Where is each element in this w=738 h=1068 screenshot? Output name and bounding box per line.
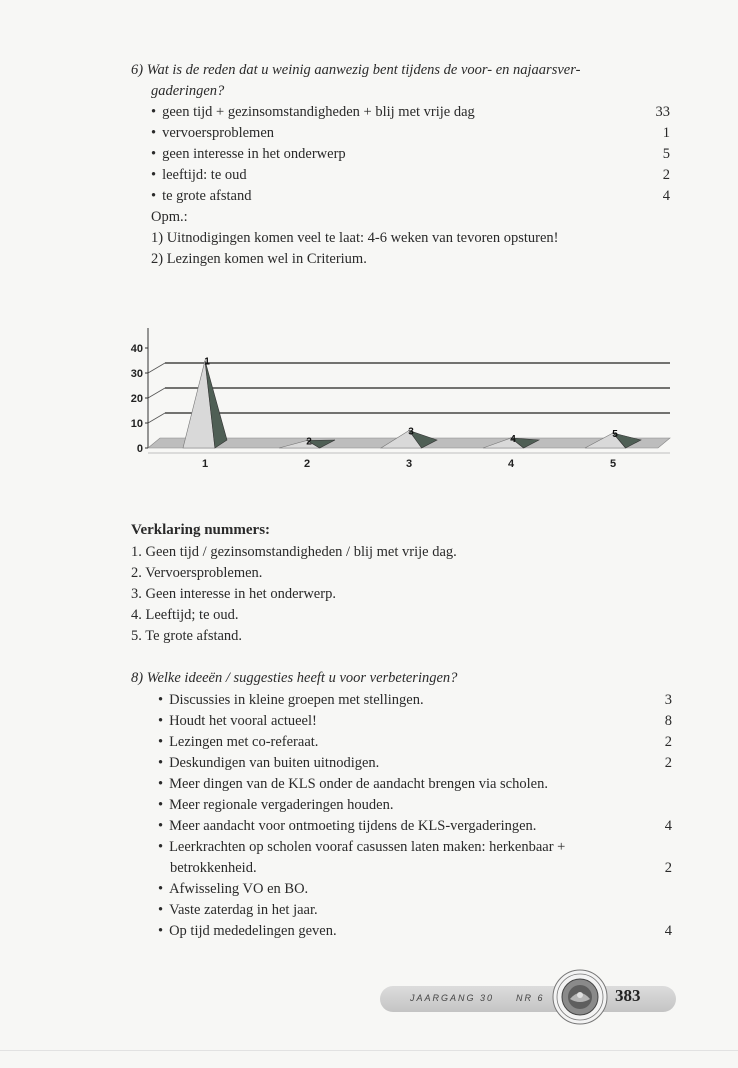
q8-item-count: 2 xyxy=(664,734,672,750)
q8-item: • Meer aandacht voor ontmoeting tijdens de KLS-vergaderingen. xyxy=(158,816,536,837)
q6-remarks-label: Opm.: xyxy=(151,209,188,225)
q8-item-count: 2 xyxy=(664,755,672,771)
gridline-connector xyxy=(148,413,165,423)
chart-y-ticks xyxy=(131,343,148,455)
y-tick-label: 0 xyxy=(136,443,143,455)
q8-item: • Lezingen met co-referaat. xyxy=(158,732,318,753)
q6-item: • vervoersproblemen xyxy=(151,123,274,144)
q6-remark-2: 2) Lezingen komen wel in Criterium. xyxy=(151,251,367,267)
data-peak-label: 1 xyxy=(204,356,210,368)
y-tick-label: 40 xyxy=(130,343,143,355)
q6-item-count: 1 xyxy=(662,125,670,141)
q8-item-count: 4 xyxy=(664,818,672,834)
footer-issue: NR 6 xyxy=(516,993,545,1003)
chart-peaks xyxy=(183,357,641,449)
q8-item: • Deskundigen van buiten uitnodigen. xyxy=(158,753,379,774)
page-number: 383 xyxy=(615,986,641,1005)
x-tick-label: 4 xyxy=(507,458,515,470)
legend-item: 3. Geen interesse in het onderwerp. xyxy=(131,586,336,602)
q6-item-count: 4 xyxy=(662,188,670,204)
x-tick-label: 5 xyxy=(609,458,617,470)
x-tick-label: 1 xyxy=(201,458,209,470)
y-tick-label: 30 xyxy=(130,368,143,380)
q8-item: • Op tijd mededelingen geven. xyxy=(158,921,337,942)
data-peak-label: 2 xyxy=(306,436,312,448)
gridline-connector xyxy=(148,388,165,398)
q8-item: • Afwisseling VO en BO. xyxy=(158,879,308,900)
chart-grid xyxy=(148,363,670,423)
question-6-title xyxy=(131,60,676,102)
gridline-connector xyxy=(148,363,165,373)
q8-item-count: 3 xyxy=(664,692,672,708)
q8-item: • Meer dingen van de KLS onder de aandacht brengen via scholen. xyxy=(158,774,548,795)
chart-x-ticks xyxy=(148,453,670,470)
q6-remark-1: 1) Uitnodigingen komen veel te laat: 4-6 weken van tevoren opsturen! xyxy=(151,230,559,246)
q6-item: • leeftijd: te oud xyxy=(151,165,247,186)
data-peak-label: 5 xyxy=(612,429,618,440)
q8-item-count: 4 xyxy=(664,923,672,939)
q6-item: • te grote afstand xyxy=(151,186,251,207)
q6-item-count: 5 xyxy=(662,146,670,162)
reasons-chart xyxy=(115,318,685,488)
question-8-title: 8) Welke ideeën / suggesties heeft u voor verbeteringen? xyxy=(131,670,458,686)
q8-item: • Houdt het vooral actueel! xyxy=(158,711,317,732)
question-6-title-line2: gaderingen? xyxy=(151,83,225,99)
question-6-title-line1: 6) Wat is de reden dat u weinig aanwezig bent tijdens de voor- en najaarsver- xyxy=(131,62,581,78)
q8-item: • Discussies in kleine groepen met stellingen. xyxy=(158,690,424,711)
data-peak-label: 4 xyxy=(510,434,516,445)
q6-item-count: 2 xyxy=(662,167,670,183)
data-peak-label: 3 xyxy=(408,426,414,438)
q6-item: • geen tijd + gezinsomstandigheden + blij met vrije dag xyxy=(151,102,475,123)
journal-seal-icon xyxy=(552,969,608,1025)
q8-item-count: 2 xyxy=(664,860,672,876)
q8-item: • Leerkrachten op scholen vooraf casussen laten maken: herkenbaar + xyxy=(158,837,565,858)
q8-item-continuation: betrokkenheid. xyxy=(170,860,257,876)
y-tick-label: 20 xyxy=(130,393,143,405)
bottom-rule xyxy=(0,1050,738,1051)
legend-title: Verklaring nummers: xyxy=(131,522,271,538)
legend-item: 4. Leeftijd; te oud. xyxy=(131,607,239,623)
q8-item: • Vaste zaterdag in het jaar. xyxy=(158,900,318,921)
legend-item: 1. Geen tijd / gezinsomstandigheden / blij met vrije dag. xyxy=(131,544,457,560)
legend-item: 5. Te grote afstand. xyxy=(131,628,243,644)
q8-item: • Meer regionale vergaderingen houden. xyxy=(158,795,393,816)
footer-volume: JAARGANG 30 xyxy=(410,993,495,1003)
q6-item: • geen interesse in het onderwerp xyxy=(151,144,346,165)
q8-item-count: 8 xyxy=(664,713,672,729)
x-tick-label: 2 xyxy=(303,458,311,470)
x-tick-label: 3 xyxy=(405,458,413,470)
q6-item-count: 33 xyxy=(655,104,670,120)
y-tick-label: 10 xyxy=(130,418,143,430)
legend-item: 2. Vervoersproblemen. xyxy=(131,565,263,581)
